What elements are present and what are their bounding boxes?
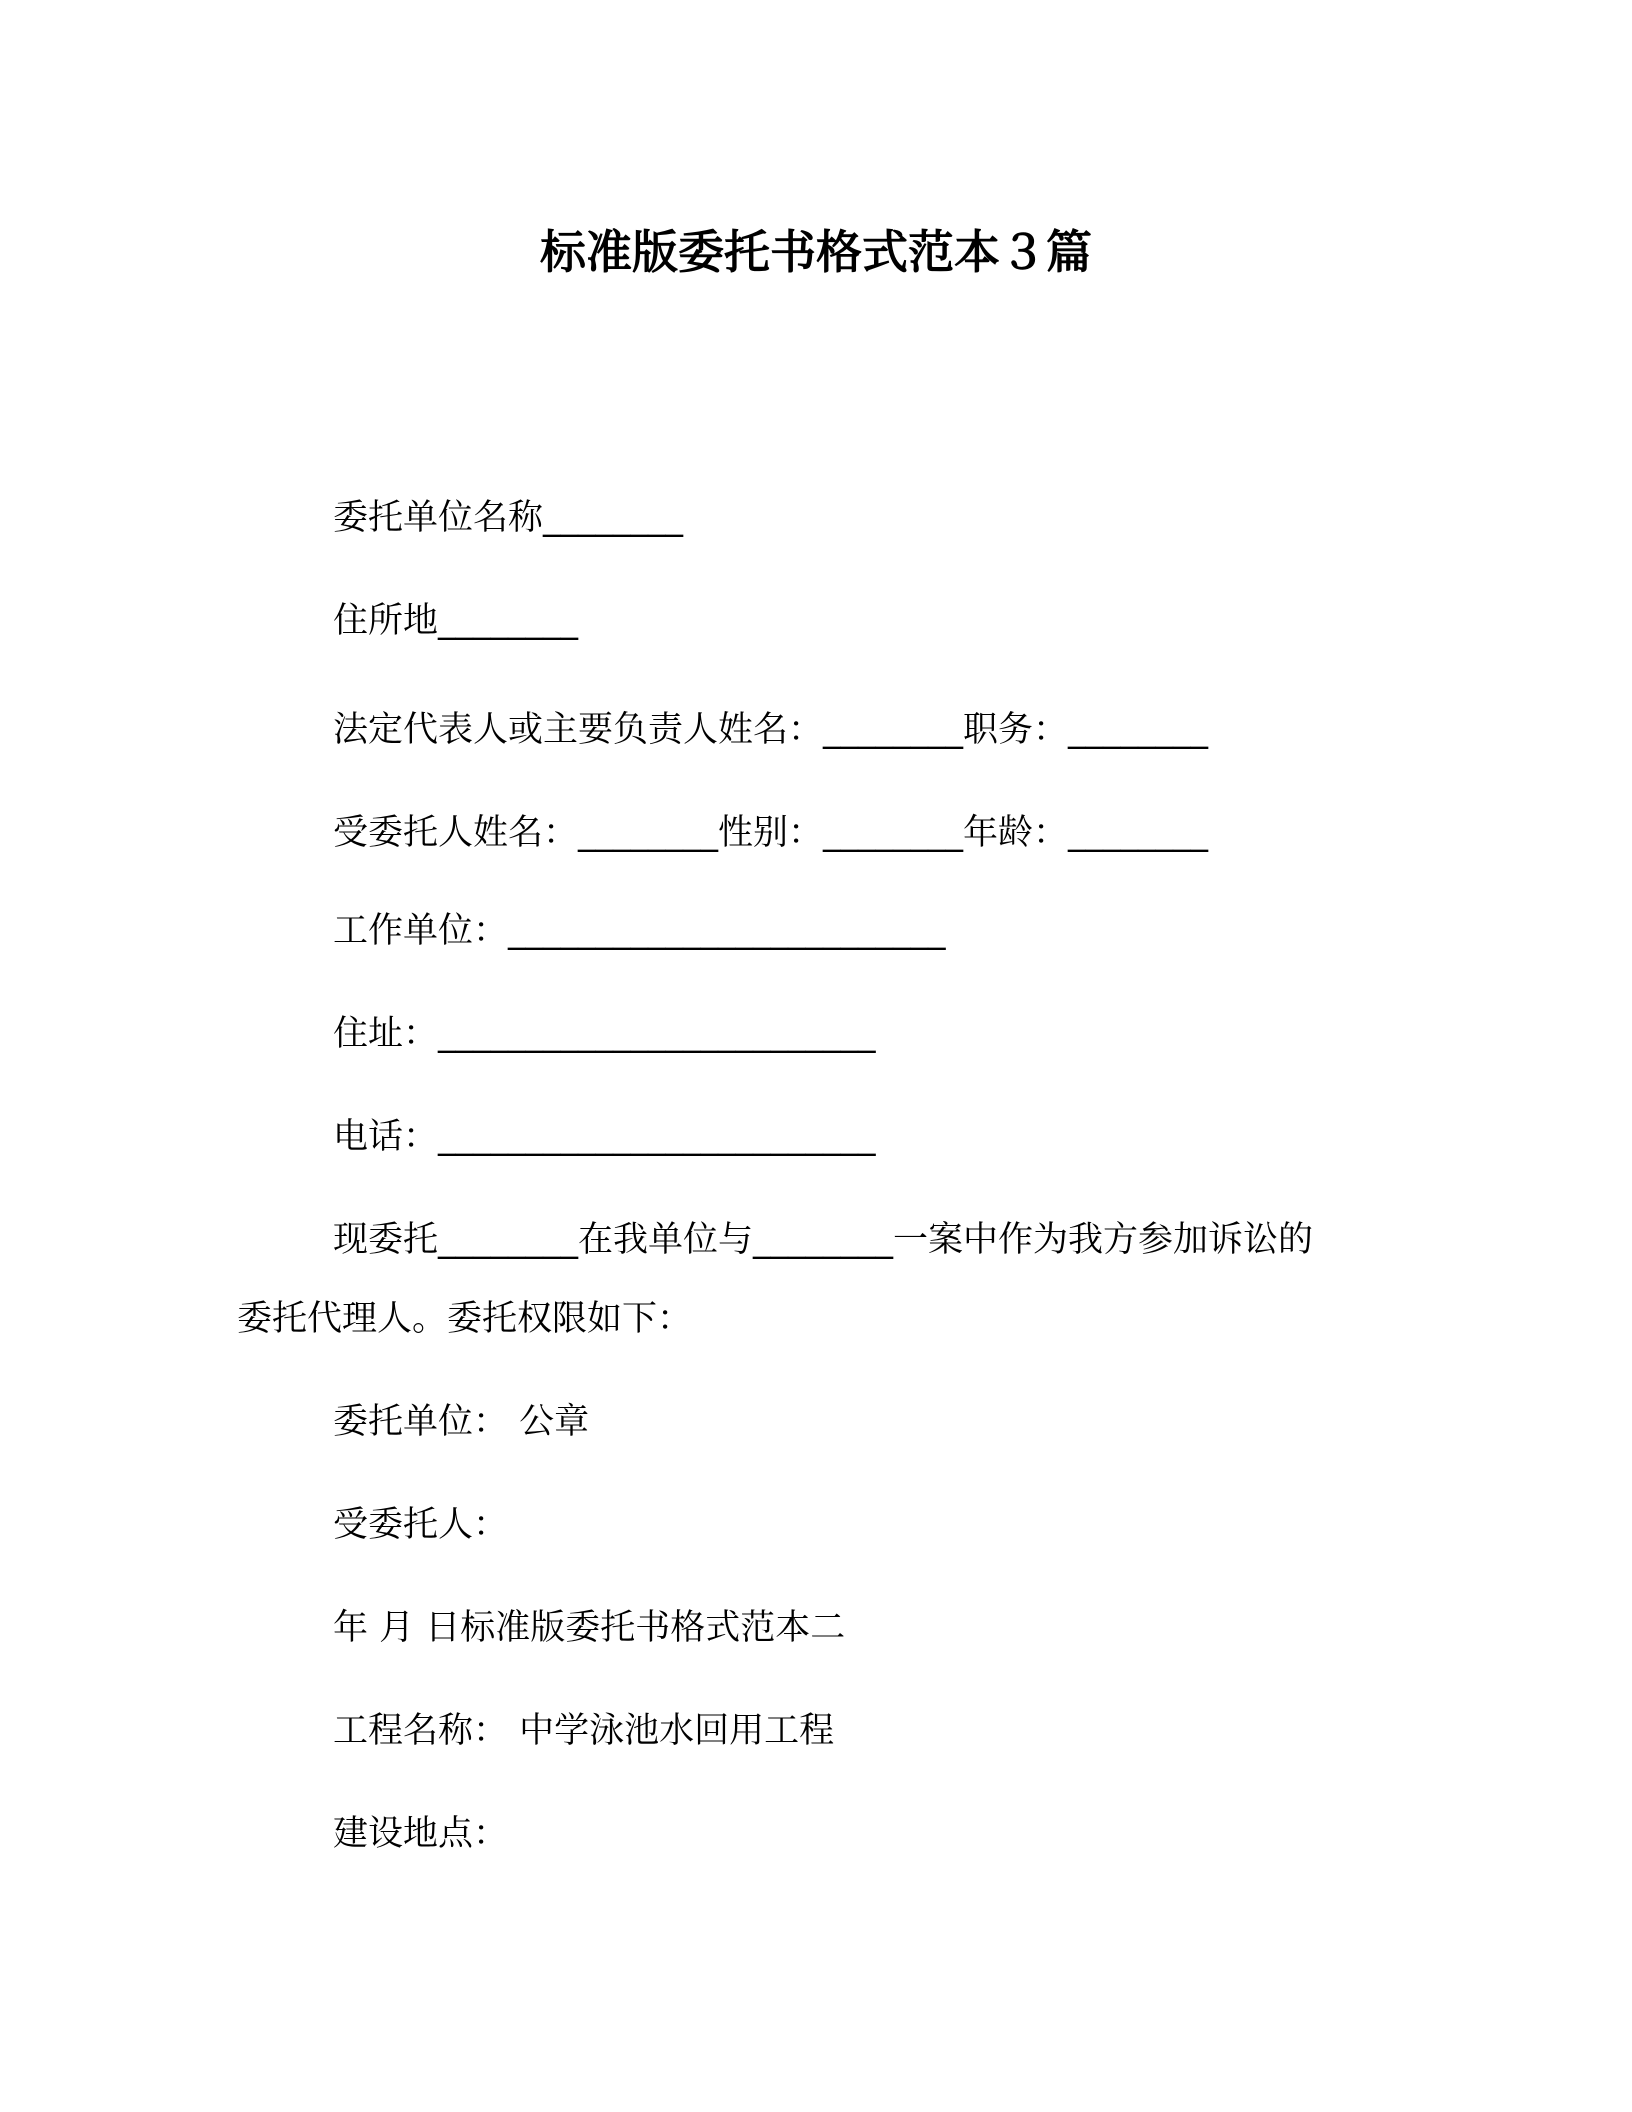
document-title: 标准版委托书格式范本３篇 [540, 225, 1092, 279]
paragraph-entrustment-line2: 委托代理人。委托权限如下： [237, 1299, 693, 1339]
field-entrusting-unit-seal: 委托单位： 公章 [333, 1402, 590, 1442]
field-phone: 电话：_________________________ [333, 1117, 876, 1157]
field-trustee-info: 受委托人姓名：________性别：________年龄：________ [333, 813, 1209, 853]
field-construction-site: 建设地点： [333, 1814, 509, 1854]
field-domicile: 住所地________ [333, 601, 579, 641]
field-project-name: 工程名称： 中学泳池水回用工程 [333, 1711, 835, 1751]
field-address: 住址：_________________________ [333, 1014, 876, 1054]
field-legal-representative: 法定代表人或主要负责人姓名：________职务：________ [333, 710, 1209, 750]
field-entrusting-unit-name: 委托单位名称________ [333, 498, 684, 538]
date-and-section-heading: 年 月 日标准版委托书格式范本二 [333, 1608, 846, 1648]
field-trustee-signature: 受委托人： [333, 1505, 509, 1545]
paragraph-entrustment-line1: 现委托________在我单位与________一案中作为我方参加诉讼的 [333, 1220, 1314, 1260]
field-work-unit: 工作单位：_________________________ [333, 911, 946, 951]
